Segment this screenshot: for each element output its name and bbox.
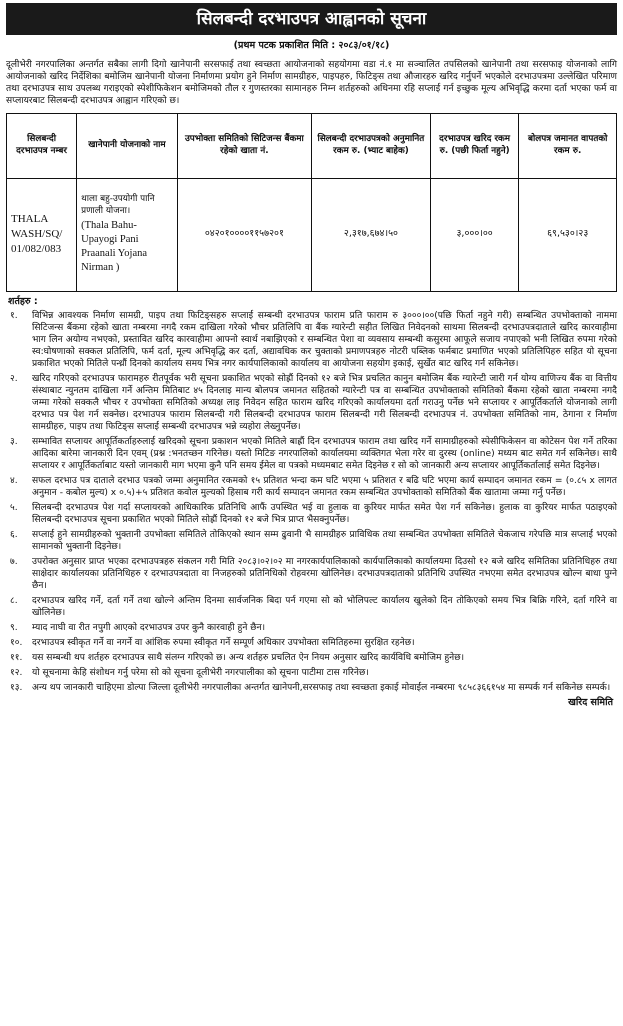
condition-item (6, 622, 617, 634)
condition-number: ४. (10, 476, 18, 487)
cell-bid-security: ६९,५३०।२३ (519, 178, 617, 291)
signature: खरिद समिति (568, 697, 613, 709)
condition-text: दरभाउपत्र स्वीकृत गर्ने वा नगर्ने वा आंशिक रुपमा स्वीकृत गर्ने सम्पूर्ण अधिकार उपभोक्ता समितिहरुमा सुरक्षित रहनेछ। (32, 638, 415, 649)
condition-number: १. (10, 311, 18, 322)
condition-text: सप्लाई हुने सामग्रीहरुको भुक्तानी उपभोक्ता समितिले तोकिएको स्थान सम्म ढुवानी भै सामग्रीहरु प्राविधिक तथा सम्बन्धित उपभोक्ता समितिले चेकजाच गरेपछि मात्र सप्लाई भएको सामानको भुक्तानी दिइनेछ। (32, 530, 617, 553)
condition-item (6, 475, 617, 499)
condition-item (6, 310, 617, 370)
condition-item (6, 595, 617, 619)
header-scheme-name: खानेपानी योजनाको नाम (77, 113, 178, 178)
condition-number: ८. (10, 596, 18, 607)
condition-item (6, 529, 617, 553)
condition-text: अन्य थप जानकारी चाहिएमा डोल्पा जिल्ला दूलीभेरी नगरपालीका अन्तर्गत खानेपनी,सरसफाइ तथा स्वच्छता इकाई मोवाईल नम्बरमा ९८५८३६६१५४ मा सम्पर्क गर्न सकिनेछ सम्पर्क। (32, 683, 611, 694)
condition-number: १२. (10, 668, 23, 679)
notice-title: सिलबन्दी दरभाउपत्र आह्वानको सूचना (6, 3, 617, 35)
condition-number: ३. (10, 437, 18, 448)
cell-lot-number: THALA WASH/SQ/ 01/082/083 (7, 178, 77, 291)
condition-item (6, 436, 617, 472)
condition-text: सम्भावित सप्लायर आपूर्तिकर्ताहरुलाई खरिदको सूचना प्रकाशन भएको मितिले बाह्रौं दिन दरभाउपत्र फाराम तथा खरिद गर्ने सामाग्रीहरुको स्पेसीफिकेसन वा कोटेसन पेश गर्ने तरिका आदिका बारेमा जानकारी दिन एवम् (प्रश्न :भनतच्छन गरिनेछ। यस्तो मिटिङ नगरपालिको कार्यालयमा व्यक्तिगत भेला गरेर वा दुरस्थ (online) मध्यम बाट समेत गर्न सकिनेछ। साथै सप्लायर र आपूर्तिकर्ताबाट यस्तो जानकारी माग भएमा कुनै पनि समय ईमेल वा पत्रको मध्यमबाट समेत दिइनेछ र सो को जानकारी अन्य सप्लायर आपूर्तिकर्तालाई समेत दिइनेछ। (32, 437, 617, 472)
notice-page (6, 3, 617, 1020)
condition-item (6, 373, 617, 433)
condition-text: यस सम्बन्धी थप शर्तहरु दरभाउपत्र साथै संलग्न गरिएको छ। अन्य शर्तहरु प्रचलित ऐन नियम अनुसार खरिद कार्यविधि बमोजिम हुनेछ। (32, 653, 465, 664)
conditions-heading: शर्तहरु : (8, 295, 38, 307)
condition-text: विभिन्न आवश्यक निर्माण सामग्री, पाइप तथा फिटिङ्सहरु सप्लाई सम्बन्धी दरभाउपत्र फाराम प्रति फाराम रु ३०००।००(पछि फिर्ता नहुने गरी) सम्बन्धित उपभोक्ताको नाममा सिटिजन्स बैंकमा रहेको खाता नम्बरमा नगदै रकम दाखिला गरेको भौचर प्रतिलिपि वा बैंक ग्यारेन्टी सहीत लिखित निवेदनको साथमा सिलबन्दी दरभाउपत्रदाताले खरिद कारवाहीमा भाग लिन अयोग्य नभएको, प्रस्तावित खरिद कारवाहीमा आफ्नो स्वार्थ नबाझिएको र सम्बन्धित पेशा वा व्यवसाय सम्बन्धी कसुरमा आफूले सजाय नपाएको भनी लिखित रुपमा गरेको स्व:घोषणाको सक्कल प्रतिलिपि, फर्म दर्ता, मूल्य अभिवृद्धि कर दर्ता, अद्यावधिक कर चुक्ताको प्रमाणपत्रहरु नोटरी पब्लिक फर्मबाट प्रमाणित भएको प्रतिलिपिहरु सहित यो सूचना प्रकाशित भएको मितिले पन्ध्रौं दिनको कार्यालय समय भित्र नगर कार्यपालिकाको कार्यालय वा आयोजना सहयोग इकाई, सुर्खेत बाट खरिद गर्न सकिनेछ। (32, 311, 617, 370)
condition-item (6, 556, 617, 592)
header-account-number: उपभोक्ता समितिको सिटिजन्स बैंकमा रहेको खाता नं. (177, 113, 311, 178)
table-row (7, 178, 617, 291)
cell-estimated-amount: २,३१७,६७४।५० (311, 178, 430, 291)
condition-text: यो सूचनामा केहि संशोधन गर्नु परेमा सो को सूचना दूलीभेरी नगरपालीका को सूचना पाटीमा टास गरिनेछ। (32, 668, 369, 679)
condition-text: सिलबन्दी दरभाउपत्र पेश गर्दा सप्लायरको आधिकारिक प्रतिनिधि आफैं उपस्थित भई वा हुलाक वा कुरियर मार्फत समेत पेश गर्न सकिनेछ। हुलाक वा कुरियर मार्फत पठाइएको सिलबन्दी दरभाउपत्र सूचना प्रकाशित भएको मितिले सोह्रौं दिनको १२ बजे भित्र प्राप्त भैसक्नुपर्नेछ। (32, 503, 617, 526)
condition-number: ९. (10, 623, 18, 634)
scheme-name-english: (Thala Bahu-Upayogi Pani Praanali Yojana Nirman ) (81, 220, 148, 273)
header-lot-number: सिलबन्दी दरभाउपत्र नम्बर (7, 113, 77, 178)
cell-account-number: ०४२०१००००११५७२०१ (177, 178, 311, 291)
condition-number: ५. (10, 503, 18, 514)
publication-date: (प्रथम पटक प्रकाशित मिति : २०८३/०१/१८) (233, 40, 390, 51)
condition-item (6, 502, 617, 526)
condition-text: दरभाउपत्र खरिद गर्ने, दर्ता गर्ने तथा खोल्ने अन्तिम दिनमा सार्वजनिक बिदा पर्न गएमा सो को भोलिपल्ट कार्यालय खुलेको दिन तोकिएको समय भित्र बिक्रि गरिने, दर्ता गरिने वा खोलिनेछ। (32, 596, 617, 619)
tender-table (6, 113, 617, 292)
condition-text: सफल दरभाउ पत्र दाताले दरभाउ पत्रको जम्मा अनुमानित रकमको १५ प्रतिशत भन्दा कम घटि भएमा ५ प्रतिशत र बढि घटि भएमा कार्य सम्पादन जमानत रकम = (०.८५ x लागत अनुमान - कबोल मुल्य) x ०.५)+५ प्रतिशत कवोल मुल्यको हिसाब गरी कार्य सम्पादन जमानत रकम सम्बन्धित उपभोक्ताको समितिको बैंक खातामा जम्मा गर्नु पर्नेछ। (32, 476, 617, 499)
condition-item (6, 637, 617, 649)
conditions-list (6, 310, 617, 694)
condition-item (6, 682, 617, 694)
condition-item (6, 652, 617, 664)
condition-text: म्याद नाघी वा रीत नपुगी आएको दरभाउपत्र उपर कुनै कारवाही हुने छैन। (32, 623, 266, 634)
cell-scheme-name (77, 178, 178, 291)
cell-form-fee: ३,०००।०० (430, 178, 518, 291)
scheme-name-nepali: थाला बहु-उपयोगी पानि प्रणाली योजना। (81, 194, 155, 216)
table-header-row (7, 113, 617, 178)
condition-number: १३. (10, 683, 23, 694)
condition-number: १०. (10, 638, 23, 649)
condition-text: खरिद गरिएको दरभाउपत्र फारामहरु रीतपूर्वक भरी सूचना प्रकाशित भएको सोह्रौं दिनको १२ बजे भित्र प्रचलित कानुन बमोजिम बैंक ग्यारेन्टी जारी गर्न योग्य वाणिज्य बैंक वा वित्तीय संस्थाबाट न्युनतम दाखिला गर्ने अन्तिम मितिबाट ४५ दिनलाइ मान्य बोलपत्र जमानत सहितको ग्यारेन्टी पत्र वा सम्बन्धित उपभोक्ताको समितिको बैंकमा रहेको खाता नम्बरमा नगदै जम्मा गरेको सक्कलै भौचर र उपभोक्ता समितिको अध्यक्ष लाइ निवेदन सहित फाराम खरिद गरिएको कार्यालयमा दर्ता गराउनु पर्नेछ भने सप्लायर र आपूर्तिकर्ताले योजनाको लागी दरभाउ पत्र पेश गर्न सक्नेछ। दरभाउपत्र फाराम सिलबन्दी गरी सिलबन्दी दरभाउपत्र फाराम सिलबन्दी गरी सिलबन्दी दरभाउपत्र नं. उपभोक्ता समितिको नाम, ठेगाना र निर्माण सामग्रीहरु, पाइप तथा फिटिङ्स सप्लाई सम्बन्धी दरभाउपत्र भन्ने व्यहोरा लेख्नुपर्नेछ। (32, 374, 617, 433)
intro-paragraph: दूलीभेरी नगरपालिका अन्तर्गत सबैका लागी दिगो खानेपानी सरसफाई तथा स्वच्छता आयोजनाको सहयोगमा वडा नं.१ मा सञ्चालित तपसिलको खानेपानी तथा सरसफाइ योजनाको लागि आयोजनाको खरिद निर्देशिका बमोजिम खानेपानी योजना निर्माणमा प्रयोग हुने निर्माण सामग्रीहरु, पाइपहरु, फिटिङ्स तथा औजारहरु खरिद गर्नुपर्ने भएकोले दरभाउपत्रमा उल्लेखित परिमाण तथा दरभाउपत्र साथ उपलब्ध गराइएको स्पेशीफिकेशन बमोजिमको तौल र गुणस्तरका सामानहरु निम्न शर्तहरुको अधिनमा रहि सप्लाई गर्न इच्छुक मूल्य अभिवृद्धि करमा दर्ता भएका फर्म वा सप्लायरबाट सिलबन्दी दरभाउपत्र आह्वान गरिएको छ। (6, 59, 618, 106)
condition-number: ११. (10, 653, 23, 664)
condition-item (6, 667, 617, 679)
condition-text: उपरोक्त अनुसार प्राप्त भएका दरभाउपत्रहरु संकलन गरी मिति २०८३।०२।०२ मा नगरकार्यपालिकाको कार्यपालिकाको कार्यालयमा दिउसो १२ बजे खरिद समितिका प्रतिनिधिहरु तथा साक्षेदार कार्यालयका प्रतिनिधिहरु र दरभाउपत्रदाता वा निजहरुको प्रतिनिधिको रोहवरमा खोलिनेछ। दरभाउपत्रदाताको प्रतिनिधि उपस्थित नभएमा समेत दरभाउपत्र खोल्न बाधा पुग्ने छैन। (32, 557, 617, 592)
condition-number: २. (10, 374, 18, 385)
header-estimated-amount: सिलबन्दी दरभाउपत्रको अनुमानित रकम रु. (भ्याट बाहेक) (311, 113, 430, 178)
condition-number: ६. (10, 530, 18, 541)
header-bid-security: बोलपत्र जमानत वापतको रकम रु. (519, 113, 617, 178)
header-form-fee: दरभाउपत्र खरिद रकम रु. (पछी फिर्ता नहुने) (430, 113, 518, 178)
condition-number: ७. (10, 557, 18, 568)
